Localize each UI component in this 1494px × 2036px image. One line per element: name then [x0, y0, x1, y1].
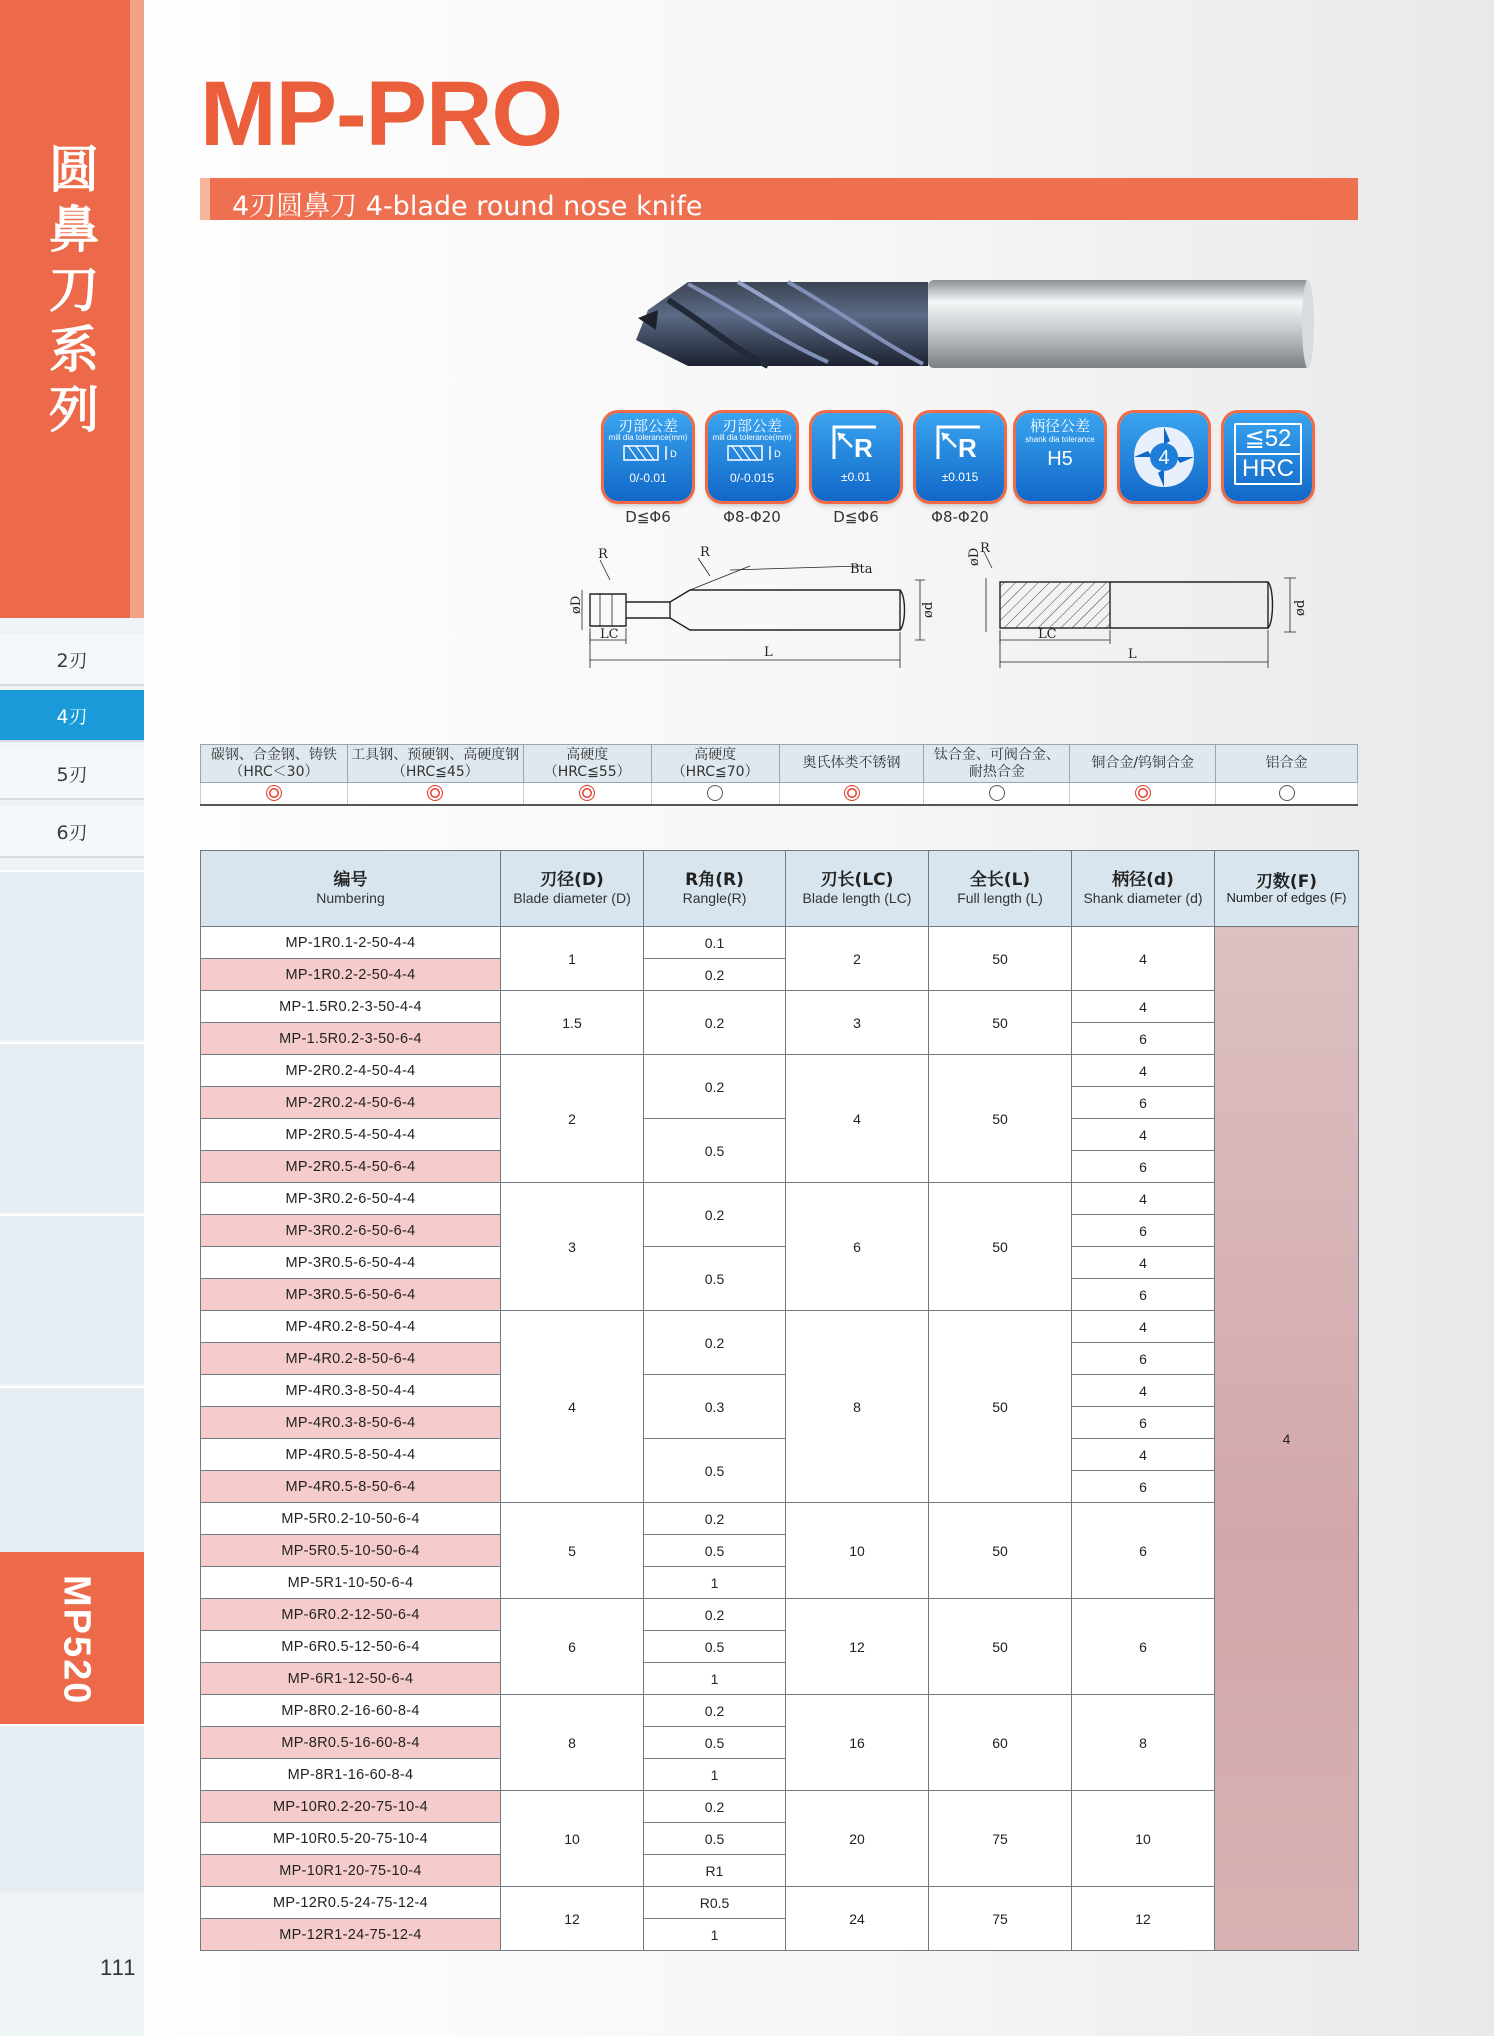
shank-diameter-cell: 6: [1072, 1503, 1215, 1599]
r-angle-cell: 0.2: [644, 1055, 786, 1119]
tolerance-icon: [722, 442, 782, 464]
blade-length-cell: 24: [786, 1887, 929, 1951]
header-zh: 全长(L): [969, 869, 1031, 890]
shank-diameter-cell: 4: [1072, 1375, 1215, 1407]
suitable-circle-icon: [989, 785, 1005, 801]
materials-header-row: [201, 745, 1358, 783]
table-row: [201, 1375, 1359, 1407]
drawing-label: LC: [1038, 627, 1057, 642]
r-angle-cell: 0.2: [644, 1791, 786, 1823]
mill-tolerance-badge-large: [708, 413, 796, 501]
part-number-cell: MP-2R0.5-4-50-6-4: [201, 1151, 501, 1183]
header-en: Numbering: [316, 889, 385, 906]
hardness-unit: HRC: [1242, 455, 1294, 482]
page-title: MP-PRO: [200, 63, 562, 165]
spec-table: [200, 850, 1359, 1951]
material-header: [924, 745, 1070, 783]
r-angle-cell: 1: [644, 1663, 786, 1695]
r-angle-cell: R1: [644, 1855, 786, 1887]
blade-length-cell: 6: [786, 1183, 929, 1311]
shank-diameter-cell: 4: [1072, 1439, 1215, 1471]
r-angle-cell: 1: [644, 1759, 786, 1791]
blade-length-cell: 2: [786, 927, 929, 991]
sidebar-spacer: [0, 1042, 144, 1212]
drawing-label: ød: [921, 601, 936, 618]
blade-length-cell: 3: [786, 991, 929, 1055]
blade-diameter-cell: 2: [501, 1055, 644, 1183]
blade-diameter-cell: 8: [501, 1695, 644, 1791]
category-title: 圆鼻刀系列: [49, 141, 99, 439]
r-angle-cell: 0.5: [644, 1823, 786, 1855]
badge-value: 0/-0.015: [729, 471, 775, 485]
r-angle-cell: 0.5: [644, 1727, 786, 1759]
full-length-cell: 50: [929, 1503, 1072, 1599]
flute-count-badge: [1120, 413, 1208, 501]
material-suitability-cell: [779, 783, 924, 805]
tab-4-flute[interactable]: 4刃: [0, 690, 144, 742]
material-header: [1070, 745, 1216, 783]
shank-diameter-cell: 4: [1072, 1055, 1215, 1087]
r-tolerance-badge-small: [812, 413, 900, 501]
material-suitability-cell: [1070, 783, 1216, 805]
spec-body: [201, 927, 1359, 1951]
badge-value: H5: [1047, 448, 1073, 470]
subtitle: 4刃圆鼻刀 4-blade round nose knife: [232, 191, 703, 222]
page-number: 111: [100, 1955, 137, 1980]
tool-drawing-right: [956, 540, 1322, 676]
spec-column-header: [501, 851, 644, 927]
badge-sub: shank dia tolerance: [1025, 435, 1095, 444]
sidebar-spacer: [0, 1724, 144, 1892]
material-header: [523, 745, 651, 783]
part-number-cell: MP-3R0.2-6-50-4-4: [201, 1183, 501, 1215]
shank-diameter-cell: 6: [1072, 1471, 1215, 1503]
drawing-label: ød: [1293, 599, 1308, 616]
r-angle-cell: 0.1: [644, 927, 786, 959]
recommended-circle-icon: [579, 785, 595, 801]
shank-diameter-cell: 12: [1072, 1887, 1215, 1951]
header-zh: 编号: [333, 869, 368, 890]
shank-diameter-cell: 4: [1072, 991, 1215, 1023]
r-angle-cell: 0.5: [644, 1535, 786, 1567]
material-header-line: 高硬度: [694, 746, 737, 763]
part-number-cell: MP-2R0.2-4-50-6-4: [201, 1087, 501, 1119]
part-number-cell: MP-10R0.5-20-75-10-4: [201, 1823, 501, 1855]
subtitle-bar: [200, 178, 1358, 220]
part-number-cell: MP-2R0.5-4-50-4-4: [201, 1119, 501, 1151]
full-length-cell: 75: [929, 1791, 1072, 1887]
badge-caption: Φ8-Φ20: [723, 508, 781, 526]
material-header-line: （HRC＜30）: [229, 763, 319, 780]
blade-diameter-cell: 4: [501, 1311, 644, 1503]
table-row: [201, 1791, 1359, 1823]
badge-sub: mill dia tolerance(mm): [712, 433, 792, 442]
mill-tolerance-badge-small: [604, 413, 692, 501]
series-label: MP520: [55, 1574, 98, 1706]
r-angle-cell: 0.3: [644, 1375, 786, 1439]
badge-value: ±0.015: [941, 470, 979, 484]
tool-drawing-left: [560, 540, 940, 676]
material-header-line: 铜合金/钨铜合金: [1091, 755, 1195, 771]
material-header-line: 奥氏体类不锈钢: [802, 755, 901, 771]
badge-caption: D≦Φ6: [625, 508, 671, 526]
header-zh: 刃径(D): [540, 869, 604, 890]
r-angle-cell: 0.2: [644, 959, 786, 991]
materials-suitability-row: [201, 783, 1358, 805]
r-angle-cell: 0.2: [644, 1599, 786, 1631]
badge-value: ±0.01: [841, 470, 871, 484]
spec-column-header: [1215, 851, 1359, 927]
table-row: [201, 1695, 1359, 1727]
recommended-circle-icon: [1135, 785, 1151, 801]
part-number-cell: MP-1R0.2-2-50-4-4: [201, 959, 501, 991]
drawing-label: R: [980, 541, 990, 556]
r-angle-cell: R0.5: [644, 1887, 786, 1919]
header-en: Blade length (LC): [802, 889, 912, 906]
shank-diameter-cell: 4: [1072, 1183, 1215, 1215]
sidebar-spacer: [0, 870, 144, 1040]
blade-length-cell: 20: [786, 1791, 929, 1887]
part-number-cell: MP-10R0.2-20-75-10-4: [201, 1791, 501, 1823]
material-suitability-cell: [924, 783, 1070, 805]
sidebar-spacer: [0, 1386, 144, 1552]
shank-diameter-cell: 4: [1072, 927, 1215, 991]
material-header: [347, 745, 523, 783]
full-length-cell: 75: [929, 1887, 1072, 1951]
part-number-cell: MP-8R0.2-16-60-8-4: [201, 1695, 501, 1727]
header-zh: R角(R): [685, 869, 744, 890]
table-row: [201, 1439, 1359, 1471]
end-mill-image: [628, 270, 1314, 380]
hardness-badge: [1224, 413, 1312, 501]
shank-tolerance-badge: [1016, 413, 1104, 501]
material-header-line: （HRC≦70）: [671, 763, 759, 780]
shank-diameter-cell: 4: [1072, 1311, 1215, 1343]
blade-diameter-cell: 6: [501, 1599, 644, 1695]
part-number-cell: MP-12R1-24-75-12-4: [201, 1919, 501, 1951]
part-number-cell: MP-4R0.5-8-50-4-4: [201, 1439, 501, 1471]
shank-diameter-cell: 4: [1072, 1119, 1215, 1151]
shank-diameter-cell: 6: [1072, 1279, 1215, 1311]
blade-length-cell: 16: [786, 1695, 929, 1791]
badge-value: 0/-0.01: [629, 471, 667, 485]
part-number-cell: MP-5R0.5-10-50-6-4: [201, 1535, 501, 1567]
spec-column-header: [201, 851, 501, 927]
edge-count-cell: 4: [1215, 927, 1359, 1951]
full-length-cell: 60: [929, 1695, 1072, 1791]
hardness-frame: [1234, 423, 1302, 485]
r-angle-cell: 0.2: [644, 1695, 786, 1727]
suitable-circle-icon: [1279, 785, 1295, 801]
spec-column-header: [644, 851, 786, 927]
part-number-cell: MP-10R1-20-75-10-4: [201, 1855, 501, 1887]
shank-diameter-cell: 6: [1072, 1407, 1215, 1439]
table-row: [201, 1599, 1359, 1631]
full-length-cell: 50: [929, 1311, 1072, 1503]
material-header-line: 钛合金、可阀合金、: [933, 746, 1060, 763]
blade-length-cell: 12: [786, 1599, 929, 1695]
full-length-cell: 50: [929, 1183, 1072, 1311]
r-angle-cell: 0.2: [644, 1503, 786, 1535]
r-angle-cell: 0.2: [644, 991, 786, 1055]
drawing-label: L: [1128, 647, 1137, 662]
shank-diameter-cell: 6: [1072, 1087, 1215, 1119]
blade-diameter-cell: 3: [501, 1183, 644, 1311]
shank-diameter-cell: 6: [1072, 1215, 1215, 1247]
badge-caption: Φ8-Φ20: [931, 508, 989, 526]
table-row: [201, 1183, 1359, 1215]
part-number-cell: MP-4R0.2-8-50-6-4: [201, 1343, 501, 1375]
r-angle-cell: 0.5: [644, 1439, 786, 1503]
part-number-cell: MP-6R1-12-50-6-4: [201, 1663, 501, 1695]
part-number-cell: MP-3R0.5-6-50-6-4: [201, 1279, 501, 1311]
full-length-cell: 50: [929, 1599, 1072, 1695]
part-number-cell: MP-8R1-16-60-8-4: [201, 1759, 501, 1791]
svg-text:R: R: [958, 433, 977, 463]
part-number-cell: MP-4R0.3-8-50-6-4: [201, 1407, 501, 1439]
part-number-cell: MP-4R0.5-8-50-6-4: [201, 1471, 501, 1503]
material-suitability-cell: [201, 783, 348, 805]
drawing-label: LC: [600, 627, 619, 642]
part-number-cell: MP-3R0.5-6-50-4-4: [201, 1247, 501, 1279]
spec-header-row: [201, 851, 1359, 927]
shank-diameter-cell: 8: [1072, 1695, 1215, 1791]
r-angle-cell: 0.2: [644, 1311, 786, 1375]
part-number-cell: MP-5R1-10-50-6-4: [201, 1567, 501, 1599]
material-suitability-cell: [1216, 783, 1358, 805]
sidebar: [0, 0, 144, 2036]
blade-length-cell: 4: [786, 1055, 929, 1183]
svg-text:D: D: [670, 450, 677, 460]
table-row: [201, 1887, 1359, 1919]
materials-table: [200, 744, 1358, 806]
header-en: Blade diameter (D): [513, 889, 631, 906]
svg-text:D: D: [774, 450, 781, 460]
part-number-cell: MP-2R0.2-4-50-4-4: [201, 1055, 501, 1087]
material-suitability-cell: [523, 783, 651, 805]
full-length-cell: 50: [929, 1055, 1072, 1183]
shank-diameter-cell: 6: [1072, 1343, 1215, 1375]
spec-column-header: [786, 851, 929, 927]
material-header: [1216, 745, 1358, 783]
spec-column-header: [929, 851, 1072, 927]
header-zh: 刃数(F): [1255, 871, 1318, 892]
material-header-line: （HRC≦55）: [543, 763, 631, 780]
material-header-line: 铝合金: [1265, 755, 1308, 771]
shank-diameter-cell: 4: [1072, 1247, 1215, 1279]
badge-title: 刃部公差: [721, 417, 782, 435]
part-number-cell: MP-3R0.2-6-50-6-4: [201, 1215, 501, 1247]
blade-diameter-cell: 1: [501, 927, 644, 991]
header-zh: 刃长(LC): [820, 869, 894, 890]
badge-sub: mill dia tolerance(mm): [608, 433, 688, 442]
r-angle-cell: 0.5: [644, 1247, 786, 1311]
hardness-value: ≦52: [1236, 425, 1300, 455]
full-length-cell: 50: [929, 927, 1072, 991]
table-row: [201, 1247, 1359, 1279]
blade-diameter-cell: 10: [501, 1791, 644, 1887]
r-angle-cell: 0.2: [644, 1183, 786, 1247]
material-suitability-cell: [651, 783, 779, 805]
recommended-circle-icon: [266, 785, 282, 801]
drawing-label: L: [764, 645, 773, 660]
table-row: [201, 1311, 1359, 1343]
tab-6-flute[interactable]: 6刃: [0, 806, 144, 858]
tab-5-flute[interactable]: 5刃: [0, 748, 144, 800]
table-row: [201, 991, 1359, 1023]
part-number-cell: MP-6R0.2-12-50-6-4: [201, 1599, 501, 1631]
spec-column-header: [1072, 851, 1215, 927]
blade-diameter-cell: 5: [501, 1503, 644, 1599]
r-angle-cell: 0.5: [644, 1631, 786, 1663]
blade-diameter-cell: 1.5: [501, 991, 644, 1055]
drawing-label: R: [598, 547, 608, 562]
table-row: [201, 1119, 1359, 1151]
corner-radius-icon: [930, 419, 990, 463]
blade-length-cell: 8: [786, 1311, 929, 1503]
part-number-cell: MP-4R0.3-8-50-4-4: [201, 1375, 501, 1407]
svg-text:4: 4: [1158, 447, 1170, 469]
r-tolerance-badge-large: [916, 413, 1004, 501]
badge-title: 刃部公差: [617, 417, 678, 435]
part-number-cell: MP-4R0.2-8-50-4-4: [201, 1311, 501, 1343]
suitable-circle-icon: [707, 785, 723, 801]
corner-radius-icon: [826, 419, 886, 463]
shank-diameter-cell: 10: [1072, 1791, 1215, 1887]
recommended-circle-icon: [427, 785, 443, 801]
material-header-line: 高硬度: [566, 746, 609, 763]
part-number-cell: MP-6R0.5-12-50-6-4: [201, 1631, 501, 1663]
header-zh: 柄径(d): [1112, 869, 1174, 890]
badge-title: 柄径公差: [1029, 417, 1090, 435]
full-length-cell: 50: [929, 991, 1072, 1055]
drawing-label: øD: [967, 547, 982, 566]
material-suitability-cell: [347, 783, 523, 805]
table-row: [201, 1055, 1359, 1087]
blade-diameter-cell: 12: [501, 1887, 644, 1951]
r-angle-cell: 0.5: [644, 1119, 786, 1183]
material-header-line: 工具钢、预硬钢、高硬度钢: [351, 746, 520, 763]
material-header-line: 碳钢、合金钢、铸铁: [210, 746, 337, 763]
part-number-cell: MP-1.5R0.2-3-50-6-4: [201, 1023, 501, 1055]
material-header-line: （HRC≦45）: [391, 763, 479, 780]
shank-diameter-cell: 6: [1072, 1151, 1215, 1183]
sidebar-spacer: [0, 1214, 144, 1384]
part-number-cell: MP-5R0.2-10-50-6-4: [201, 1503, 501, 1535]
table-row: [201, 1503, 1359, 1535]
tolerance-icon: [618, 442, 678, 464]
tab-2-flute[interactable]: 2刃: [0, 634, 144, 686]
material-header: [779, 745, 924, 783]
drawing-label: R: [700, 545, 710, 560]
material-header: [201, 745, 348, 783]
drawing-label: Bta: [850, 562, 873, 577]
recommended-circle-icon: [844, 785, 860, 801]
r-angle-cell: 1: [644, 1919, 786, 1951]
material-header: [651, 745, 779, 783]
svg-text:R: R: [854, 433, 873, 463]
badge-caption: D≦Φ6: [833, 508, 879, 526]
material-header-line: 耐热合金: [968, 763, 1025, 780]
header-en: Full length (L): [957, 889, 1043, 906]
four-flute-icon: [1124, 417, 1204, 497]
part-number-cell: MP-12R0.5-24-75-12-4: [201, 1887, 501, 1919]
header-en: Rangle(R): [682, 889, 747, 906]
shank-diameter-cell: 6: [1072, 1023, 1215, 1055]
part-number-cell: MP-8R0.5-16-60-8-4: [201, 1727, 501, 1759]
shank-diameter-cell: 6: [1072, 1599, 1215, 1695]
part-number-cell: MP-1.5R0.2-3-50-4-4: [201, 991, 501, 1023]
header-en: Shank diameter (d): [1083, 889, 1203, 906]
drawing-label: øD: [569, 595, 584, 614]
header-en: Number of edges (F): [1226, 889, 1347, 905]
table-row: [201, 927, 1359, 959]
blade-length-cell: 10: [786, 1503, 929, 1599]
part-number-cell: MP-1R0.1-2-50-4-4: [201, 927, 501, 959]
r-angle-cell: 1: [644, 1567, 786, 1599]
